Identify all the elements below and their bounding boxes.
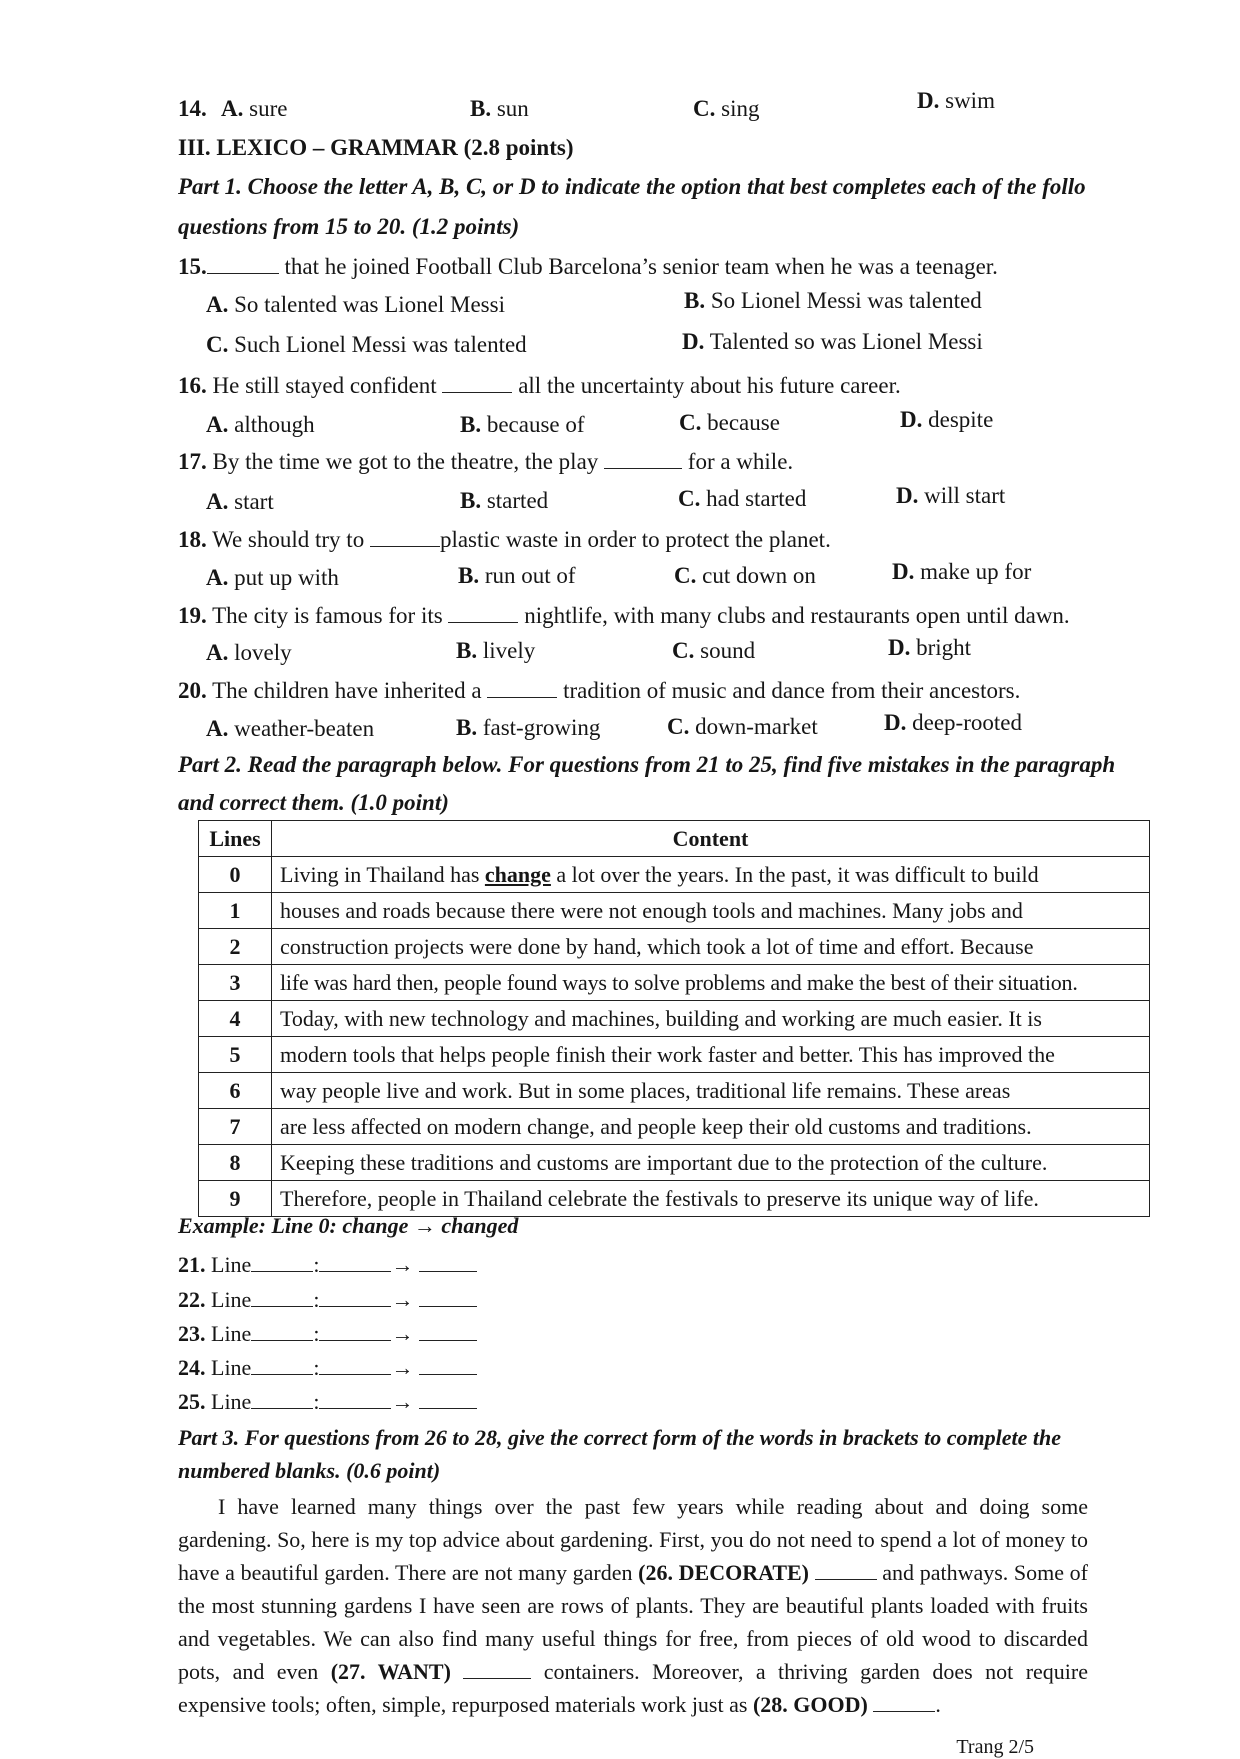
line-content: modern tools that helps people finish their work faster and better. This has improved the [272, 1037, 1150, 1073]
answer-blank[interactable] [604, 450, 682, 469]
line-number: 4 [199, 1001, 272, 1037]
example-line: Example: Line 0: change → changed [178, 1213, 519, 1238]
part1-instruction-line1: Part 1. Choose the letter A, B, C, or D to indicate the option that best completes each of the follo [178, 174, 1086, 199]
mistake-blank[interactable] [319, 1390, 391, 1409]
answer-blank[interactable] [487, 679, 557, 698]
q16-option-c: C. because [679, 410, 780, 435]
line-content: Living in Thailand has change a lot over the years. In the past, it was difficult to build [272, 857, 1150, 893]
q14-option-a: A. sure [221, 96, 288, 121]
header-lines: Lines [199, 821, 272, 857]
answer-line-25: 25. Line : → [178, 1387, 477, 1417]
q20-option-b: B. fast-growing [456, 715, 601, 740]
table-row [199, 1037, 1150, 1073]
correction-blank[interactable] [419, 1288, 477, 1307]
table-header-row [199, 821, 1150, 857]
answer-blank[interactable] [442, 374, 512, 393]
example-underlined-word: change [484, 862, 551, 887]
line-content: are less affected on modern change, and people keep their old customs and traditions. [272, 1109, 1150, 1145]
q16-option-b: B. because of [460, 412, 585, 437]
q18-option-b: B. run out of [458, 563, 576, 588]
q15-option-b: B. So Lionel Messi was talented [684, 288, 982, 313]
answer-blank[interactable] [370, 528, 440, 547]
line-content: houses and roads because there were not enough tools and machines. Many jobs and [272, 893, 1150, 929]
q18-option-a: A. put up with [206, 565, 339, 590]
q18-option-c: C. cut down on [674, 563, 816, 588]
table-row [199, 893, 1150, 929]
line-number-blank[interactable] [251, 1322, 313, 1341]
table-row [199, 857, 1150, 893]
table-row [199, 1109, 1150, 1145]
part2-instruction-line1: Part 2. Read the paragraph below. For questions from 21 to 25, find five mistakes in the paragraph [178, 752, 1116, 777]
q17-option-b: B. started [460, 488, 549, 513]
question-16: 16. He still stayed confident all the uncertainty about his future career. [178, 373, 901, 398]
part2-instruction-line2: and correct them. (1.0 point) [178, 790, 449, 815]
q14-option-d: D. swim [917, 88, 995, 113]
answer-blank[interactable] [207, 255, 279, 274]
line-content: Therefore, people in Thailand celebrate the festivals to preserve its unique way of life. [272, 1181, 1150, 1217]
line-number: 6 [199, 1073, 272, 1109]
question-19: 19. The city is famous for its nightlife, with many clubs and restaurants open until dawn. [178, 603, 1070, 628]
q20-option-a: A. weather-beaten [206, 716, 375, 741]
part1-instruction-line2: questions from 15 to 20. (1.2 points) [178, 214, 520, 239]
line-number: 2 [199, 929, 272, 965]
q19-option-d: D. bright [888, 635, 972, 660]
page-number: Trang 2/5 [956, 1736, 1034, 1758]
error-correction-table [198, 820, 1150, 1217]
q20-option-d: D. deep-rooted [884, 710, 1022, 735]
answer-line-21: 21. Line : → [178, 1250, 477, 1280]
q16-option-d: D. despite [900, 407, 994, 432]
mistake-blank[interactable] [319, 1356, 391, 1375]
line-number: 0 [199, 857, 272, 893]
line-number: 1 [199, 893, 272, 929]
q14-option-c: C. sing [693, 96, 760, 121]
q17-option-d: D. will start [896, 483, 1006, 508]
table-row [199, 1145, 1150, 1181]
q17-option-a: A. start [206, 489, 274, 514]
blank-28[interactable] [873, 1693, 935, 1712]
part3-instruction-line2: numbered blanks. (0.6 point) [178, 1458, 441, 1483]
question-17: 17. By the time we got to the theatre, the play for a while. [178, 449, 794, 474]
q17-option-c: C. had started [678, 486, 807, 511]
cue-word-28: (28. GOOD) [752, 1692, 868, 1717]
section-title: III. LEXICO – GRAMMAR (2.8 points) [178, 135, 574, 160]
line-number: 9 [199, 1181, 272, 1217]
line-number: 5 [199, 1037, 272, 1073]
part3-instruction-line1: Part 3. For questions from 26 to 28, give the correct form of the words in brackets to complete the [178, 1425, 1062, 1450]
correction-blank[interactable] [419, 1322, 477, 1341]
line-number: 7 [199, 1109, 272, 1145]
line-content: life was hard then, people found ways to solve problems and make the best of their situation. [272, 965, 1150, 1001]
mistake-blank[interactable] [319, 1322, 391, 1341]
line-content: Today, with new technology and machines, building and working are much easier. It is [272, 1001, 1150, 1037]
line-number: 8 [199, 1145, 272, 1181]
gardening-passage: I have learned many things over the past few years while reading about and doing some gardening. So, here is my top advice about gardening. First, you do not need to spend a lot of money to have a beautiful garden. There are not many garden (26. DECORATE) and pathways. Some of the most stunning gardens I have seen are rows of plants. They are beautiful plants loaded with fruits and vegetables. We can also find many useful things for free, from pieces of old wood to discarded pots, and even (27. WANT) containers. Moreover, a thriving garden does not require expensive tools; often, simple, repurposed materials work just as (28. GOOD) . [178, 1494, 1088, 1717]
q18-option-d: D. make up for [892, 559, 1032, 584]
q15-option-c: C. Such Lionel Messi was talented [206, 332, 527, 357]
cue-word-26: (26. DECORATE) [638, 1560, 810, 1585]
question-18: 18. We should try to plastic waste in order to protect the planet. [178, 527, 831, 552]
question-15: 15. that he joined Football Club Barcelona’s senior team when he was a teenager. [178, 254, 998, 279]
answer-line-22: 22. Line : → [178, 1285, 477, 1315]
answer-blank[interactable] [448, 604, 518, 623]
q19-option-a: A. lovely [206, 640, 292, 665]
blank-26[interactable] [815, 1561, 877, 1580]
table-row [199, 1001, 1150, 1037]
correction-blank[interactable] [419, 1356, 477, 1375]
blank-27[interactable] [463, 1660, 531, 1679]
table-row [199, 929, 1150, 965]
mistake-blank[interactable] [319, 1288, 391, 1307]
q16-option-a: A. although [206, 412, 315, 437]
correction-blank[interactable] [419, 1253, 477, 1272]
line-number-blank[interactable] [251, 1288, 313, 1307]
q15-option-a: A. So talented was Lionel Messi [206, 292, 505, 317]
q14-option-b: B. sun [470, 96, 529, 121]
table-row [199, 965, 1150, 1001]
question-20: 20. The children have inherited a tradition of music and dance from their ancestors. [178, 678, 1021, 703]
line-number-blank[interactable] [251, 1356, 313, 1375]
line-content: way people live and work. But in some places, traditional life remains. These areas [272, 1073, 1150, 1109]
cue-word-27: (27. WANT) [330, 1659, 451, 1684]
q19-option-c: C. sound [672, 638, 756, 663]
q19-option-b: B. lively [456, 638, 536, 663]
line-content: construction projects were done by hand, which took a lot of time and effort. Because [272, 929, 1150, 965]
q15-option-d: D. Talented so was Lionel Messi [682, 329, 983, 354]
q20-option-c: C. down-market [667, 714, 818, 739]
correction-blank[interactable] [419, 1390, 477, 1409]
line-number-blank[interactable] [251, 1390, 313, 1409]
q14-number: 14. [178, 96, 207, 121]
table-row [199, 1073, 1150, 1109]
line-number: 3 [199, 965, 272, 1001]
line-number-blank[interactable] [251, 1253, 313, 1272]
answer-line-23: 23. Line : → [178, 1319, 477, 1349]
answer-line-24: 24. Line : → [178, 1353, 477, 1383]
header-content: Content [272, 821, 1150, 857]
mistake-blank[interactable] [319, 1253, 391, 1272]
line-content: Keeping these traditions and customs are important due to the protection of the culture. [272, 1145, 1150, 1181]
